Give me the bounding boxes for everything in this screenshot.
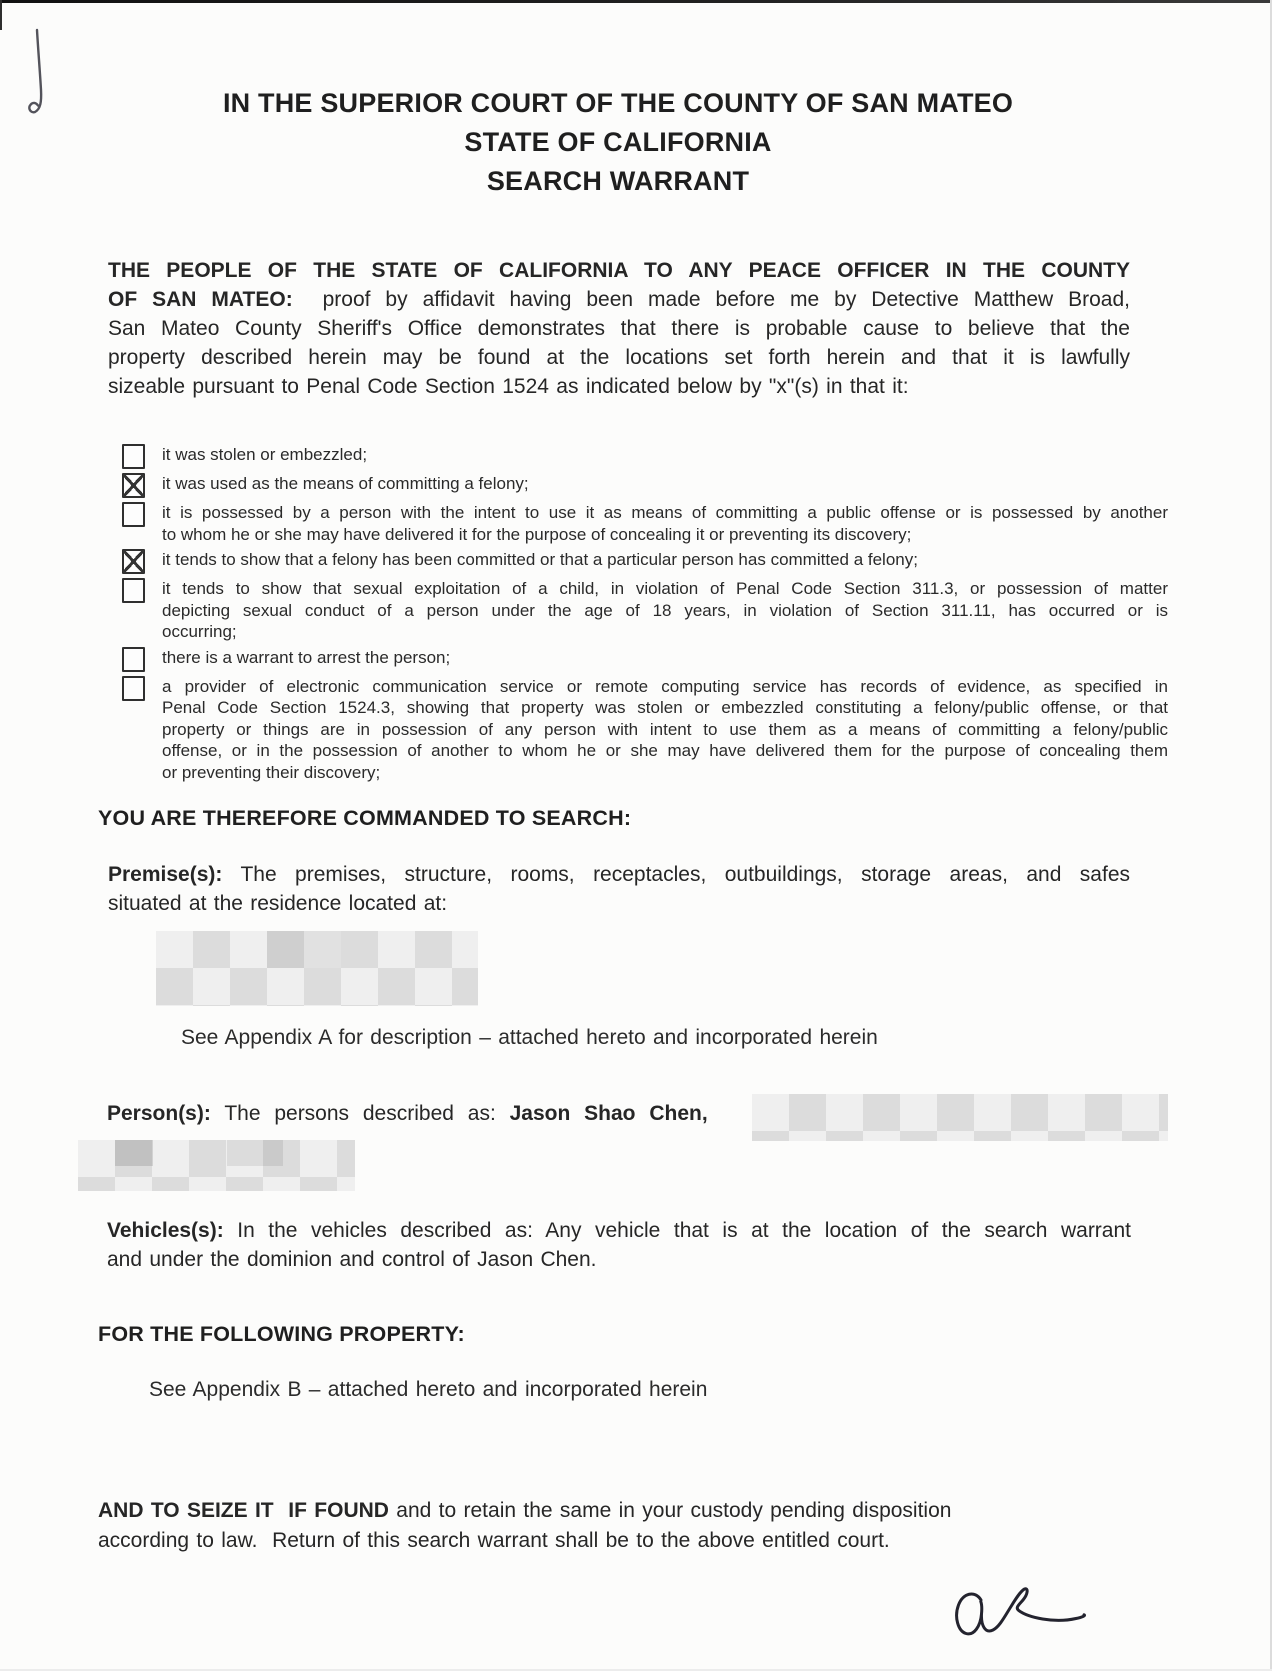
seize-paragraph [98,1496,1108,1556]
text-line: and under the dominion and control of Jason Chen. [107,1248,597,1271]
text-line: THE PEOPLE OF THE STATE OF CALIFORNIA TO ANY PEACE OFFICER IN THE COUNTY [108,259,1130,282]
commanded-heading: YOU ARE THEREFORE COMMANDED TO SEARCH: [98,806,632,830]
handwritten-initials [935,1578,1115,1658]
checklist-item-line: offense, or in the possession of another to whom he or she may have delivered them for the purpose of concealing them [162,741,1168,760]
checkbox-checked-icon [122,549,145,574]
person-name: Jason Shao Chen, [509,1102,708,1125]
person-paragraph [107,1102,807,1126]
text-line: Premise(s): The premises, structure, rooms, receptacles, outbuildings, storage areas, and safes [108,863,1130,886]
title-line-warrant: SEARCH WARRANT [486,166,750,196]
checklist-item-text [162,502,1168,545]
text-line: according to law. Return of this search warrant shall be to the above entitled court. [98,1529,890,1552]
checkbox-unchecked-icon [122,502,145,527]
text-line: Vehicles(s): In the vehicles described as: Any vehicle that is at the location of the search warrant [107,1219,1131,1242]
title-line-court: IN THE SUPERIOR COURT OF THE COUNTY OF SAN MATEO [222,88,1014,118]
checklist-item-text [162,676,1168,784]
text-line: situated at the residence located at: [108,892,448,915]
text-line: property described herein may be found at the locations set forth herein and that it is lawfully [108,346,1130,369]
person-description: The persons described as: [210,1102,510,1125]
vehicles-paragraph [107,1216,1131,1274]
checklist-item-text [162,578,1168,643]
checklist-item [122,647,1168,672]
person-label: Person(s): [107,1102,211,1125]
checklist-item-line: it tends to show that sexual exploitation of a child, in violation of Penal Code Section 311.3, or possession of matter [162,579,1168,598]
checklist-item [122,676,1168,784]
checklist-item [122,549,1168,574]
checklist-item-line: or preventing their discovery; [162,762,381,782]
checklist-item-line: Penal Code Section 1524.3, showing that property was stolen or embezzled constituting a felony/public offense, or that [162,698,1168,717]
court-title [0,84,1236,201]
person-redaction-left [78,1140,355,1191]
person-redaction-right [752,1094,1168,1141]
checklist-item-line: a provider of electronic communication service or remote computing service has records of evidence, as specified in [162,676,1168,696]
checklist-item-line: there is a warrant to arrest the person; [162,647,451,667]
checklist-item [122,444,1168,469]
redaction-cell [267,931,341,968]
checklist-item-text [162,647,1168,669]
checklist-item-line: occurring; [162,622,237,641]
checkbox-unchecked-icon [122,444,145,469]
penal-code-checklist [122,444,1168,787]
checklist-item-text [162,549,1168,571]
checklist-item [122,578,1168,643]
scan-edge-top [0,0,1272,3]
checklist-item-text [162,444,1168,466]
premise-paragraph [108,860,1130,918]
checklist-item-line: it was used as the means of committing a felony; [162,474,529,493]
text-line: sizeable pursuant to Penal Code Section 1524 as indicated below by "x"(s) in that it: [108,375,909,398]
redaction-cell [227,1140,283,1166]
text-line: AND TO SEIZE IT IF FOUND and to retain the same in your custody pending disposition [98,1499,952,1522]
checklist-item [122,473,1168,498]
checklist-item-line: to whom he or she may have delivered it for the purpose of concealing it or preventing its discovery; [162,524,912,544]
checklist-item-line: it was stolen or embezzled; [162,445,368,464]
checklist-item-line: property or things are in possession of any person with intent to use them as a means of committing a felony/public [162,719,1168,739]
appendix-a-note: See Appendix A for description – attached hereto and incorporated herein [181,1026,878,1049]
checklist-item-line: depicting sexual conduct of a person under the age of 18 years, in violation of Section 311.11, has occurred or is [162,600,1168,620]
checkbox-unchecked-icon [122,676,145,701]
redaction-cell [115,1140,153,1166]
checklist-item-text [162,473,1168,495]
checklist-item-line: it is possessed by a person with the intent to use it as means of committing a public offense or is possessed by another [162,503,1168,522]
property-heading: FOR THE FOLLOWING PROPERTY: [98,1322,465,1346]
scan-edge-left [0,0,2,30]
checkbox-checked-icon [122,473,145,498]
appendix-b-note: See Appendix B – attached hereto and incorporated herein [149,1378,708,1401]
checklist-item-line: it tends to show that a felony has been committed or that a particular person has committed a felony; [162,550,918,569]
premise-address-redaction [156,931,478,1006]
checkbox-unchecked-icon [122,647,145,672]
intro-paragraph [108,256,1130,401]
checkbox-unchecked-icon [122,578,145,603]
text-line: San Mateo County Sheriff's Office demonstrates that there is probable cause to believe that the [108,317,1130,340]
title-line-state: STATE OF CALIFORNIA [464,127,772,157]
checklist-item [122,502,1168,545]
text-line: OF SAN MATEO: proof by affidavit having been made before me by Detective Matthew Broad, [108,288,1130,311]
